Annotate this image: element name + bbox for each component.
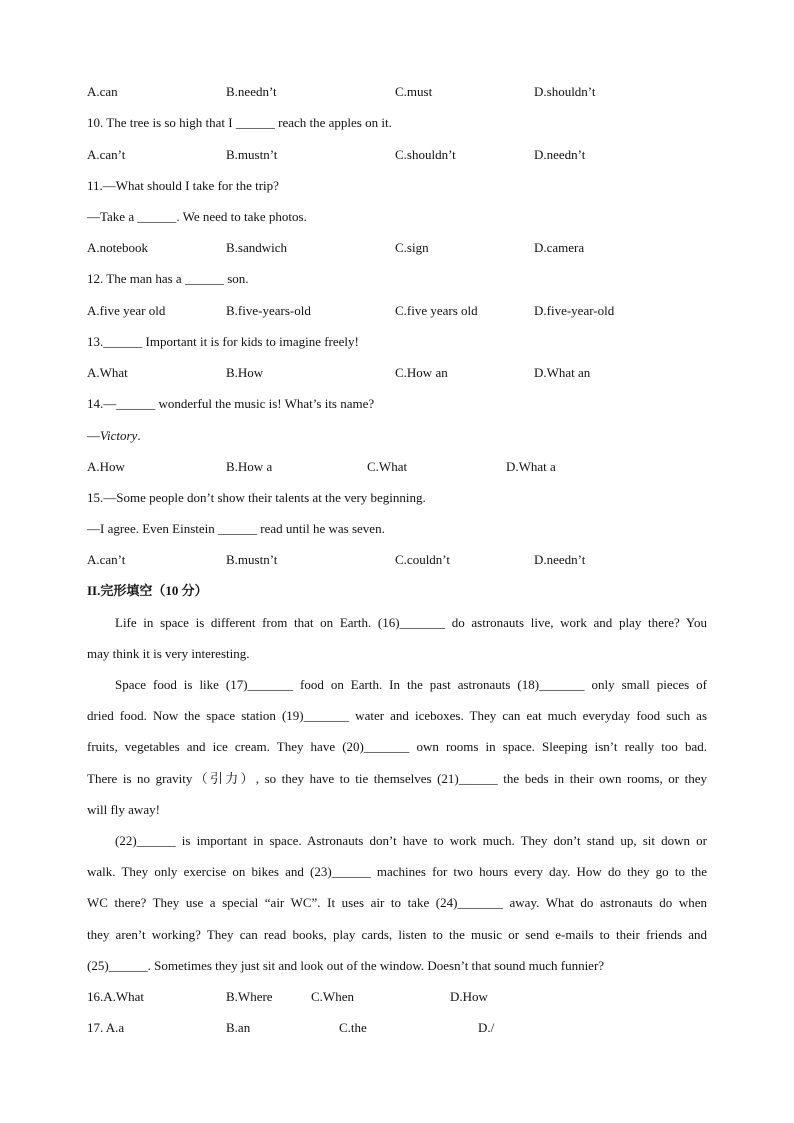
q15-option-b: B.mustn’t [226, 552, 278, 567]
q16-option-a: 16.A.What [87, 989, 145, 1004]
q14-reply [87, 428, 141, 444]
q10-option-c: C.shouldn’t [395, 147, 456, 162]
q13-option-b: B.How [226, 365, 264, 380]
passage-line: There is no gravity（引力）, so they have to tie themselves (21)______ the beds in their own rooms, or they [87, 771, 707, 786]
q10-option-d: D.needn’t [534, 147, 586, 162]
q14-option-b: B.How a [226, 459, 273, 474]
q15-reply: —I agree. Even Einstein ______ read until he was seven. [87, 521, 385, 536]
q11-option-a: A.notebook [87, 240, 149, 255]
q15-option-d: D.needn’t [534, 552, 586, 567]
q12-option-b: B.five-years-old [226, 303, 311, 318]
q11-option-c: C.sign [395, 240, 429, 255]
q13-stem: 13.______ Important it is for kids to imagine freely! [87, 334, 359, 349]
q13-option-c: C.How an [395, 365, 448, 380]
passage-line: walk. They only exercise on bikes and (23)______ machines for two hours every day. How do they go to the [87, 864, 707, 879]
q15-option-a: A.can’t [87, 552, 126, 567]
q16-option-c: C.When [311, 989, 354, 1004]
passage-line: WC there? They use a special “air WC”. It uses air to take (24)_______ away. What do astronauts do when [87, 895, 707, 910]
q10-option-a: A.can’t [87, 147, 126, 162]
q9-option-c: C.must [395, 84, 433, 99]
q11-option-b: B.sandwich [226, 240, 288, 255]
q13-option-a: A.What [87, 365, 128, 380]
q17-option-a: 17. A.a [87, 1020, 125, 1035]
q10-option-b: B.mustn’t [226, 147, 278, 162]
q14-option-d: D.What a [506, 459, 556, 474]
q12-option-a: A.five year old [87, 303, 166, 318]
q11-stem: 11.—What should I take for the trip? [87, 178, 279, 193]
passage-line: they aren’t working? They can read books, play cards, listen to the music or send e-mails to their friends and [87, 927, 707, 942]
q9-option-a: A.can [87, 84, 118, 99]
q14-reply-dash: — [87, 428, 100, 443]
q11-option-d: D.camera [534, 240, 585, 255]
q12-stem: 12. The man has a ______ son. [87, 271, 249, 286]
q11-reply: —Take a ______. We need to take photos. [87, 209, 307, 224]
q17-option-b: B.an [226, 1020, 251, 1035]
q12-option-d: D.five-year-old [534, 303, 615, 318]
q10-stem: 10. The tree is so high that I ______ reach the apples on it. [87, 115, 392, 130]
q14-reply-period: . [137, 428, 141, 443]
q14-stem: 14.—______ wonderful the music is! What’s its name? [87, 396, 375, 411]
section-title-cloze: II.完形填空（10 分） [87, 583, 208, 598]
q16-option-d: D.How [450, 989, 488, 1004]
q9-option-d: D.shouldn’t [534, 84, 596, 99]
passage-line: dried food. Now the space station (19)_______ water and iceboxes. They can eat much everyday food such as [87, 708, 707, 723]
q14-reply-title: Victory [100, 428, 138, 443]
passage-line: may think it is very interesting. [87, 646, 250, 661]
q14-option-a: A.How [87, 459, 125, 474]
q13-option-d: D.What an [534, 365, 591, 380]
passage-line: (25)______. Sometimes they just sit and look out of the window. Doesn’t that sound much funnier? [87, 958, 605, 973]
q16-option-b: B.Where [226, 989, 273, 1004]
passage-line: (22)______ is important in space. Astronauts don’t have to work much. They don’t stand up, sit down or [115, 833, 707, 848]
q9-option-b: B.needn’t [226, 84, 277, 99]
q17-option-c: C.the [339, 1020, 367, 1035]
q17-option-d: D./ [478, 1020, 495, 1035]
q15-stem: 15.—Some people don’t show their talents at the very beginning. [87, 490, 426, 505]
q14-option-c: C.What [367, 459, 408, 474]
passage-line: will fly away! [87, 802, 160, 817]
q15-option-c: C.couldn’t [395, 552, 451, 567]
passage-line: Life in space is different from that on Earth. (16)_______ do astronauts live, work and play there? You [115, 615, 707, 630]
passage-line: fruits, vegetables and ice cream. They have (20)_______ own rooms in space. Sleeping isn’t really too bad. [87, 739, 707, 754]
q12-option-c: C.five years old [395, 303, 478, 318]
passage-line: Space food is like (17)_______ food on Earth. In the past astronauts (18)_______ only small pieces of [115, 677, 707, 692]
